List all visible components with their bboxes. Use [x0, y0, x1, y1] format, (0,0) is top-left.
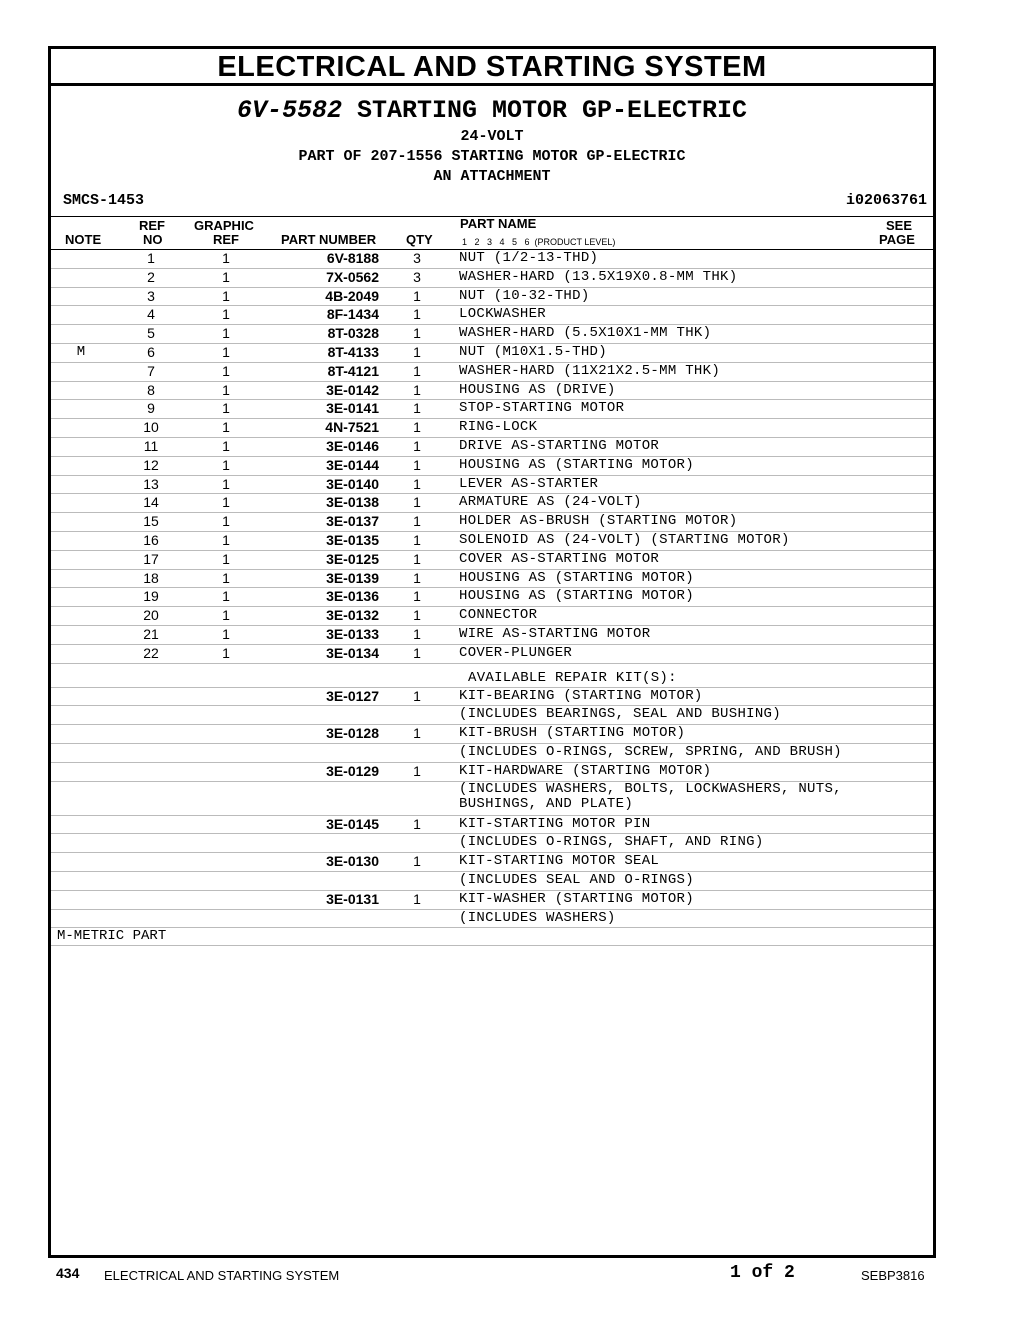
col-part-number: PART NUMBER [281, 232, 377, 247]
graphic-ref-cell: 1 [222, 437, 230, 454]
ref-no-cell: 8 [147, 381, 155, 398]
col-ref-bottom: NO [143, 232, 163, 247]
part-number-cell: 3E-0132 [326, 607, 379, 624]
part-number-cell: 7X-0562 [326, 268, 379, 285]
qty-cell: 3 [413, 250, 421, 266]
part-number-cell: 3E-0139 [326, 569, 379, 586]
graphic-ref-cell: 1 [222, 607, 230, 624]
footer-section: ELECTRICAL AND STARTING SYSTEM [104, 1268, 340, 1283]
group-voltage: 24-VOLT [460, 128, 524, 145]
ref-no-cell: 13 [143, 475, 159, 492]
part-name-cell: WASHER-HARD (11X21X2.5-MM THK) [459, 362, 721, 379]
part-name-cell: STOP-STARTING MOTOR [459, 400, 625, 417]
graphic-ref-cell: 1 [222, 494, 230, 511]
table-row [51, 419, 933, 438]
graphic-ref-cell: 1 [222, 325, 230, 342]
col-graphic-top: GRAPHIC [194, 218, 254, 233]
kit-includes-cell: (INCLUDES SEAL AND O-RINGS) [459, 871, 694, 888]
part-name-cell: HOLDER AS-BRUSH (STARTING MOTOR) [459, 513, 738, 530]
kit-part-number-cell: 3E-0130 [326, 853, 379, 870]
table-row [51, 363, 933, 382]
part-name-cell: LEVER AS-STARTER [459, 475, 599, 492]
table-row [51, 891, 933, 910]
table-row [51, 382, 933, 401]
col-graphic-bottom: REF [213, 232, 239, 247]
part-name-cell: NUT (10-32-THD) [459, 287, 590, 304]
table-row [51, 551, 933, 570]
ref-no-cell: 15 [143, 513, 159, 530]
metric-footnote: M-METRIC PART [51, 928, 933, 946]
graphic-ref-cell: 1 [222, 250, 230, 266]
kit-qty-cell: 1 [413, 815, 421, 832]
table-row [51, 494, 933, 513]
qty-cell: 1 [413, 381, 421, 398]
graphic-ref-cell: 1 [222, 475, 230, 492]
table-row [51, 706, 933, 725]
graphic-ref-cell: 1 [222, 588, 230, 605]
qty-cell: 1 [413, 325, 421, 342]
graphic-ref-cell: 1 [222, 287, 230, 304]
kit-qty-cell: 1 [413, 853, 421, 870]
table-row [51, 344, 933, 363]
ref-no-cell: 4 [147, 306, 155, 323]
qty-cell: 1 [413, 456, 421, 473]
table-row [51, 288, 933, 307]
graphic-ref-cell: 1 [222, 381, 230, 398]
ref-no-cell: 19 [143, 588, 159, 605]
ref-no-cell: 21 [143, 625, 159, 642]
kit-qty-cell: 1 [413, 762, 421, 779]
ref-no-cell: 5 [147, 325, 155, 342]
group-attachment: AN ATTACHMENT [433, 168, 551, 185]
ref-no-cell: 14 [143, 494, 159, 511]
table-row [51, 910, 933, 929]
table-row [51, 532, 933, 551]
table-row [51, 645, 933, 664]
graphic-ref-cell: 1 [222, 268, 230, 285]
qty-cell: 1 [413, 513, 421, 530]
note-cell: M [76, 343, 86, 360]
kit-includes-cell: (INCLUDES BEARINGS, SEAL AND BUSHING) [459, 706, 781, 723]
kit-qty-cell: 1 [413, 687, 421, 704]
repair-kits-heading: AVAILABLE REPAIR KIT(S): [468, 669, 677, 686]
kit-name-cell: KIT-BEARING (STARTING MOTOR) [459, 687, 703, 704]
qty-cell: 1 [413, 400, 421, 417]
qty-cell: 1 [413, 531, 421, 548]
group-title [51, 97, 933, 125]
footer-page-of: 1 of 2 [730, 1263, 795, 1283]
qty-cell: 1 [413, 475, 421, 492]
kit-name-cell: KIT-WASHER (STARTING MOTOR) [459, 890, 694, 907]
graphic-ref-cell: 1 [222, 400, 230, 417]
kit-part-number-cell: 3E-0145 [326, 815, 379, 832]
kit-part-number-cell: 3E-0128 [326, 725, 379, 742]
group-number: 6V-5582 [236, 96, 342, 125]
part-number-cell: 8F-1434 [326, 306, 379, 323]
part-number-cell: 3E-0135 [326, 531, 379, 548]
kit-name-cell: KIT-HARDWARE (STARTING MOTOR) [459, 762, 712, 779]
ref-no-cell: 12 [143, 456, 159, 473]
table-row [51, 325, 933, 344]
ref-no-cell: 16 [143, 531, 159, 548]
graphic-ref-cell: 1 [222, 569, 230, 586]
footer-doc-id: SEBP3816 [861, 1268, 925, 1283]
table-row [51, 782, 933, 816]
ref-no-cell: 6 [147, 343, 155, 360]
table-row [51, 853, 933, 872]
part-number-cell: 8T-0328 [327, 325, 379, 342]
group-header [51, 86, 933, 216]
qty-cell: 1 [413, 625, 421, 642]
kit-includes-cell: (INCLUDES WASHERS, BOLTS, LOCKWASHERS, NUTS, BUSHINGS, AND PLATE) [459, 780, 842, 812]
kit-name-cell: KIT-STARTING MOTOR PIN [459, 815, 651, 832]
graphic-ref-cell: 1 [222, 306, 230, 323]
kit-name-cell: KIT-BRUSH (STARTING MOTOR) [459, 725, 686, 742]
part-number-cell: 3E-0146 [326, 437, 379, 454]
col-note: NOTE [65, 232, 102, 247]
kit-includes-cell: (INCLUDES O-RINGS, SHAFT, AND RING) [459, 834, 764, 851]
graphic-ref-cell: 1 [222, 550, 230, 567]
qty-cell: 1 [413, 607, 421, 624]
part-name-cell: WASHER-HARD (13.5X19X0.8-MM THK) [459, 268, 738, 285]
smcs-code: SMCS-1453 [63, 192, 145, 209]
table-row [51, 513, 933, 532]
table-row [51, 306, 933, 325]
col-see-bottom: PAGE [879, 232, 915, 247]
footer-page-number: 434 [56, 1265, 80, 1281]
table-row [51, 626, 933, 645]
ref-no-cell: 3 [147, 287, 155, 304]
part-name-cell: DRIVE AS-STARTING MOTOR [459, 437, 660, 454]
graphic-ref-cell: 1 [222, 513, 230, 530]
part-name-cell: HOUSING AS (STARTING MOTOR) [459, 588, 694, 605]
kit-part-number-cell: 3E-0129 [326, 762, 379, 779]
part-number-cell: 6V-8188 [326, 250, 379, 266]
qty-cell: 1 [413, 287, 421, 304]
column-header [51, 216, 933, 250]
part-name-cell: WASHER-HARD (5.5X10X1-MM THK) [459, 325, 712, 342]
illustration-id: i02063761 [845, 192, 927, 209]
table-row [51, 476, 933, 495]
graphic-ref-cell: 1 [222, 419, 230, 436]
qty-cell: 1 [413, 343, 421, 360]
qty-cell: 3 [413, 268, 421, 285]
table-row [51, 250, 933, 269]
table-row [51, 725, 933, 744]
kit-includes-cell: (INCLUDES WASHERS) [459, 909, 616, 926]
part-name-cell: CONNECTOR [459, 607, 538, 624]
qty-cell: 1 [413, 306, 421, 323]
part-number-cell: 3E-0138 [326, 494, 379, 511]
graphic-ref-cell: 1 [222, 644, 230, 661]
table-row [51, 744, 933, 763]
graphic-ref-cell: 1 [222, 625, 230, 642]
part-number-cell: 4B-2049 [325, 287, 379, 304]
part-number-cell: 3E-0141 [326, 400, 379, 417]
repair-kits-heading-row [51, 664, 933, 688]
part-number-cell: 3E-0125 [326, 550, 379, 567]
table-row [51, 588, 933, 607]
part-number-cell: 3E-0140 [326, 475, 379, 492]
ref-no-cell: 11 [143, 437, 159, 454]
part-number-cell: 3E-0137 [326, 513, 379, 530]
ref-no-cell: 10 [143, 419, 159, 436]
kit-qty-cell: 1 [413, 890, 421, 907]
table-row [51, 607, 933, 626]
ref-no-cell: 9 [147, 400, 155, 417]
parts-page-frame [48, 46, 936, 1258]
part-number-cell: 8T-4133 [327, 343, 379, 360]
table-row [51, 570, 933, 589]
part-name-cell: HOUSING AS (STARTING MOTOR) [459, 456, 694, 473]
part-number-cell: 3E-0142 [326, 381, 379, 398]
repair-kits-list [51, 664, 933, 929]
ref-no-cell: 18 [143, 569, 159, 586]
ref-no-cell: 17 [143, 550, 159, 567]
qty-cell: 1 [413, 644, 421, 661]
table-row [51, 400, 933, 419]
kit-qty-cell: 1 [413, 725, 421, 742]
part-name-cell: NUT (M10X1.5-THD) [459, 343, 607, 360]
qty-cell: 1 [413, 419, 421, 436]
qty-cell: 1 [413, 437, 421, 454]
ref-no-cell: 20 [143, 607, 159, 624]
table-row [51, 688, 933, 707]
table-row [51, 872, 933, 891]
part-name-cell: NUT (1/2-13-THD) [459, 250, 599, 266]
ref-no-cell: 22 [143, 644, 159, 661]
part-number-cell: 3E-0133 [326, 625, 379, 642]
table-row [51, 457, 933, 476]
kit-part-number-cell: 3E-0131 [326, 890, 379, 907]
part-name-cell: WIRE AS-STARTING MOTOR [459, 625, 651, 642]
part-name-cell: COVER AS-STARTING MOTOR [459, 550, 660, 567]
col-ref-top: REF [139, 218, 165, 233]
section-title: ELECTRICAL AND STARTING SYSTEM [51, 49, 933, 86]
graphic-ref-cell: 1 [222, 531, 230, 548]
group-name: STARTING MOTOR GP-ELECTRIC [356, 96, 748, 125]
qty-cell: 1 [413, 362, 421, 379]
ref-no-cell: 7 [147, 362, 155, 379]
col-see-top: SEE [886, 218, 913, 233]
qty-cell: 1 [413, 588, 421, 605]
part-name-cell: ARMATURE AS (24-VOLT) [459, 494, 642, 511]
ref-no-cell: 1 [147, 250, 155, 266]
graphic-ref-cell: 1 [222, 362, 230, 379]
part-name-cell: COVER-PLUNGER [459, 644, 573, 661]
col-product-level: 1 2 3 4 5 6 (PRODUCT LEVEL) [462, 237, 616, 247]
part-number-cell: 3E-0136 [326, 588, 379, 605]
kit-name-cell: KIT-STARTING MOTOR SEAL [459, 853, 660, 870]
kit-part-number-cell: 3E-0127 [326, 687, 379, 704]
table-row [51, 269, 933, 288]
part-name-cell: HOUSING AS (DRIVE) [459, 381, 616, 398]
col-part-name: PART NAME [460, 216, 537, 231]
part-number-cell: 3E-0134 [326, 644, 379, 661]
part-number-cell: 8T-4121 [327, 362, 379, 379]
col-qty: QTY [406, 232, 433, 247]
part-name-cell: LOCKWASHER [459, 306, 547, 323]
parts-list [51, 250, 933, 664]
kit-includes-cell: (INCLUDES O-RINGS, SCREW, SPRING, AND BRUSH) [459, 743, 842, 760]
table-row [51, 834, 933, 853]
qty-cell: 1 [413, 494, 421, 511]
part-number-cell: 4N-7521 [325, 419, 379, 436]
part-name-cell: HOUSING AS (STARTING MOTOR) [459, 569, 694, 586]
part-number-cell: 3E-0144 [326, 456, 379, 473]
group-parent: PART OF 207-1556 STARTING MOTOR GP-ELECTRIC [298, 148, 686, 165]
table-row [51, 438, 933, 457]
table-row [51, 816, 933, 835]
part-name-cell: RING-LOCK [459, 419, 538, 436]
qty-cell: 1 [413, 550, 421, 567]
graphic-ref-cell: 1 [222, 456, 230, 473]
qty-cell: 1 [413, 569, 421, 586]
graphic-ref-cell: 1 [222, 343, 230, 360]
part-name-cell: SOLENOID AS (24-VOLT) (STARTING MOTOR) [459, 531, 790, 548]
table-row [51, 763, 933, 782]
ref-no-cell: 2 [147, 268, 155, 285]
